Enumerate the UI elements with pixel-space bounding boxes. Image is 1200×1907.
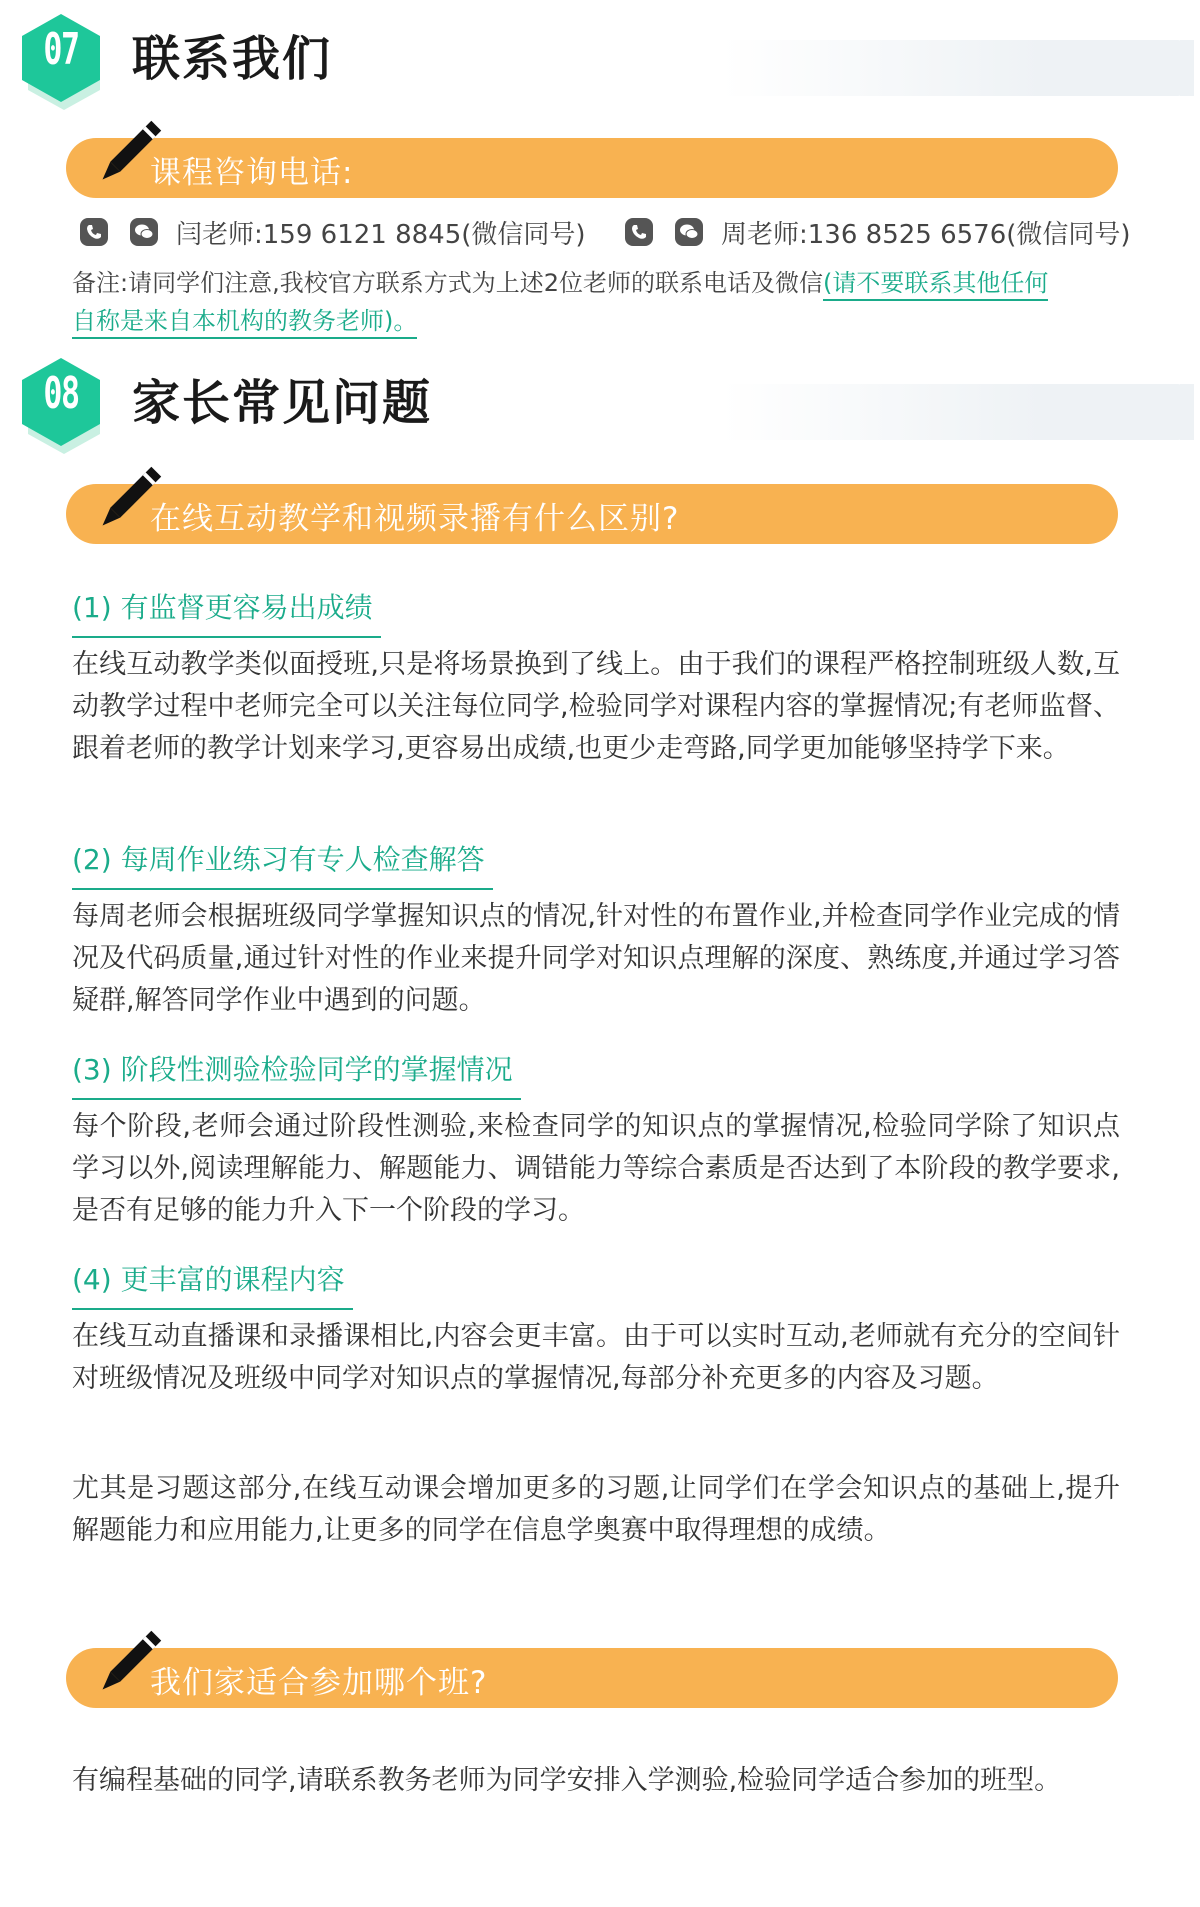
contact-text: 周老师:136 8525 6576(微信同号): [721, 220, 1131, 250]
answer-body-q2: 有编程基础的同学,请联系教务老师为同学安排入学测验,检验同学适合参加的班型。: [72, 1765, 1062, 1796]
wechat-icon[interactable]: [675, 218, 703, 246]
contact-note: [72, 264, 1122, 340]
question-banner-2: [66, 1648, 1118, 1708]
section-title: 联系我们: [132, 31, 333, 87]
answer-heading-3: (3) 阶段性测验检验同学的掌握情况: [72, 1048, 521, 1100]
section-number-badge: [22, 358, 106, 458]
answer-body-2: 每周老师会根据班级同学掌握知识点的情况,针对性的布置作业,并检查同学作业完成的情况及代码质量,通过针对性的作业来提升同学对知识点理解的深度、熟练度,并通过学习答疑群,解答同学作业中遇到的问题。: [72, 901, 1120, 1016]
section-08-header: [22, 358, 1192, 468]
section-number: 08: [43, 368, 79, 419]
phone-icon[interactable]: [625, 218, 653, 246]
consult-banner: [66, 138, 1118, 198]
section-number: 07: [43, 24, 79, 75]
banner-text: 我们家适合参加哪个班?: [150, 1665, 488, 1701]
note-highlight: (请不要联系其他任何: [823, 269, 1048, 301]
note-main: 备注:请同学们注意,我校官方联系方式为上述2位老师的联系电话及微信: [72, 269, 823, 297]
header-decoration: [722, 384, 1182, 440]
contact-text: 闫老师:159 6121 8845(微信同号): [176, 220, 586, 250]
answer-body-4b: 尤其是习题这部分,在线互动课会增加更多的习题,让同学们在学会知识点的基础上,提升解题能力和应用能力,让更多的同学在信息学奥赛中取得理想的成绩。: [72, 1473, 1120, 1546]
answer-body-3: 每个阶段,老师会通过阶段性测验,来检查同学的知识点的掌握情况,检验同学除了知识点学习以外,阅读理解能力、解题能力、调错能力等综合素质是否达到了本阶段的教学要求,是否有足够的能力升入下一个阶段的学习。: [72, 1111, 1120, 1226]
answer-heading-1: (1) 有监督更容易出成绩: [72, 586, 381, 638]
answer-body-1: 在线互动教学类似面授班,只是将场景换到了线上。由于我们的课程严格控制班级人数,互动教学过程中老师完全可以关注每位同学,检验同学对课程内容的掌握情况;有老师监督、跟着老师的教学计划来学习,更容易出成绩,也更少走弯路,同学更加能够坚持学下来。: [72, 649, 1120, 764]
header-decoration-bar: [1180, 40, 1194, 96]
wechat-icon[interactable]: [130, 218, 158, 246]
phone-icon[interactable]: [80, 218, 108, 246]
answer-heading-2: (2) 每周作业练习有专人检查解答: [72, 838, 493, 890]
answer-body-4: 在线互动直播课和录播课相比,内容会更丰富。由于可以实时互动,老师就有充分的空间针对班级情况及班级中同学对知识点的掌握情况,每部分补充更多的内容及习题。: [72, 1321, 1120, 1394]
header-decoration: [722, 40, 1182, 96]
section-07-header: [22, 14, 1192, 124]
banner-text: 在线互动教学和视频录播有什么区别?: [150, 501, 680, 537]
header-decoration-bar: [1180, 384, 1194, 440]
banner-text: 课程咨询电话:: [150, 155, 354, 191]
question-banner-1: [66, 484, 1118, 544]
answer-heading-4: (4) 更丰富的课程内容: [72, 1258, 353, 1310]
section-title: 家长常见问题: [132, 375, 433, 431]
section-number-badge: [22, 14, 106, 114]
note-highlight-2: 自称是来自本机构的教务老师)。: [72, 307, 417, 339]
